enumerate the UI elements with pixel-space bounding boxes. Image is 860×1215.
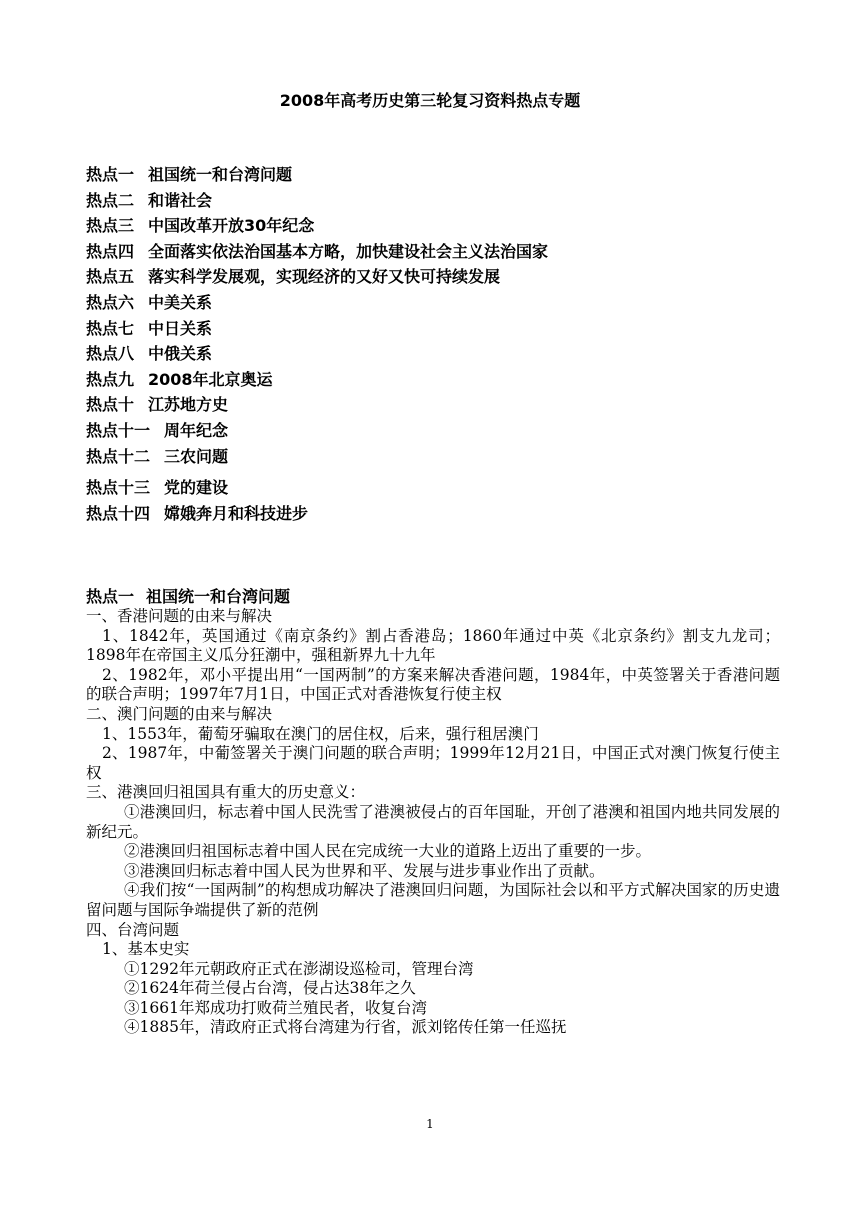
hotspot-number: 热点十四: [86, 503, 151, 523]
hotspot-title: 落实科学发展观，实现经济的又好又快可持续发展: [148, 267, 501, 287]
paragraph: ②港澳回归祖国标志着中国人民在完成统一大业的道路上迈出了重要的一步。: [124, 842, 652, 861]
hotspot-title: 江苏地方史: [148, 395, 229, 415]
hotspot-number: 热点四: [86, 241, 135, 261]
section-heading-title: 祖国统一和台湾问题: [146, 587, 291, 606]
hotspot-number: 热点七: [86, 318, 135, 338]
hotspot-item: [86, 264, 786, 290]
list-item: ②1624年荷兰侵占台湾，侵占达38年之久: [124, 979, 416, 998]
hotspot-title: 党的建设: [164, 478, 229, 498]
paragraph: 1、1842年，英国通过《南京条约》割占香港岛；1860年通过中英《北京条约》割支九龙司；1898年在帝国主义瓜分狂潮中，强租新界九十九年: [86, 626, 780, 665]
page-number: 1: [426, 1117, 434, 1131]
paragraph: 2、1982年，邓小平提出用“一国两制”的方案来解决香港问题，1984年，中英签署关于香港问题的联合声明；1997年7月1日，中国正式对香港恢复行使主权: [86, 665, 780, 704]
paragraph: ①港澳回归，标志着中国人民洗雪了港澳被侵占的百年国耻，开创了港澳和祖国内地共同发展的新纪元。: [86, 802, 780, 841]
hotspot-title: 全面落实依法治国基本方略，加快建设社会主义法治国家: [148, 241, 549, 261]
hotspot-title: 中俄关系: [148, 344, 213, 364]
hotspot-title: 2008年北京奥运: [148, 369, 273, 389]
section-body: [86, 586, 780, 1038]
hotspot-item: [86, 444, 786, 470]
hotspot-number: 热点三: [86, 216, 135, 236]
hotspot-item: [86, 290, 786, 316]
hotspot-title: 周年纪念: [164, 420, 229, 440]
subsection-heading: 四、台湾问题: [86, 920, 180, 939]
hotspot-number: 热点十三: [86, 478, 151, 498]
hotspot-item: [86, 213, 786, 239]
subsection-heading: 一、香港问题的由来与解决: [86, 607, 273, 625]
paragraph: 1、1553年，葡萄牙骗取在澳门的居住权，后来，强行租居澳门: [102, 724, 539, 743]
hotspot-title: 祖国统一和台湾问题: [148, 165, 293, 184]
hotspot-number: 热点二: [86, 190, 135, 210]
hotspot-number: 热点五: [86, 267, 135, 287]
hotspot-item: [86, 188, 786, 214]
paragraph: ④我们按“一国两制”的构想成功解决了港澳回归问题，为国际社会以和平方式解决国家的历史遗留问题与国际争端提供了新的范例: [86, 881, 780, 919]
hotspot-number: 热点六: [86, 292, 135, 312]
hotspot-item: [86, 367, 786, 393]
hotspot-item: [86, 162, 786, 188]
subsection-heading: 三、港澳回归祖国具有重大的历史意义：: [86, 783, 366, 802]
list-item: ①1292年元朝政府正式在澎湖设巡检司，管理台湾: [124, 959, 474, 978]
list-item: ③1661年郑成功打败荷兰殖民者，收复台湾: [124, 998, 427, 1017]
hotspot-list: [86, 162, 786, 526]
hotspot-item: [86, 316, 786, 342]
hotspot-title: 中国改革开放30年纪念: [148, 216, 315, 236]
hotspot-title: 中美关系: [148, 292, 213, 312]
paragraph: 1、基本史实: [102, 940, 190, 959]
hotspot-number: 热点一: [86, 165, 135, 184]
section-heading-number: 热点一: [86, 587, 135, 606]
hotspot-number: 热点八: [86, 344, 135, 364]
hotspot-title: 和谐社会: [148, 190, 213, 210]
paragraph: 2、1987年，中葡签署关于澳门问题的联合声明；1999年12月21日，中国正式对澳门恢复行使主权: [86, 744, 780, 782]
hotspot-item: [86, 392, 786, 418]
hotspot-item: [86, 475, 786, 501]
hotspot-number: 热点十一: [86, 420, 151, 440]
subsection-heading: 二、澳门问题的由来与解决: [86, 704, 273, 723]
hotspot-item: [86, 501, 786, 527]
hotspot-item: [86, 239, 786, 265]
list-item: ④1885年，清政府正式将台湾建为行省，派刘铭传任第一任巡抚: [124, 1018, 567, 1037]
paragraph: ③港澳回归标志着中国人民为世界和平、发展与进步事业作出了贡献。: [124, 861, 605, 880]
hotspot-number: 热点十: [86, 395, 135, 415]
hotspot-title: 中日关系: [148, 318, 213, 338]
hotspot-item: [86, 418, 786, 444]
document-title: 2008年高考历史第三轮复习资料热点专题: [279, 91, 581, 110]
hotspot-title: 嫦娥奔月和科技进步: [164, 503, 309, 523]
hotspot-number: 热点十二: [86, 446, 151, 466]
hotspot-item: [86, 341, 786, 367]
section-heading: [86, 586, 780, 607]
hotspot-number: 热点九: [86, 369, 135, 389]
hotspot-title: 三农问题: [164, 446, 229, 466]
